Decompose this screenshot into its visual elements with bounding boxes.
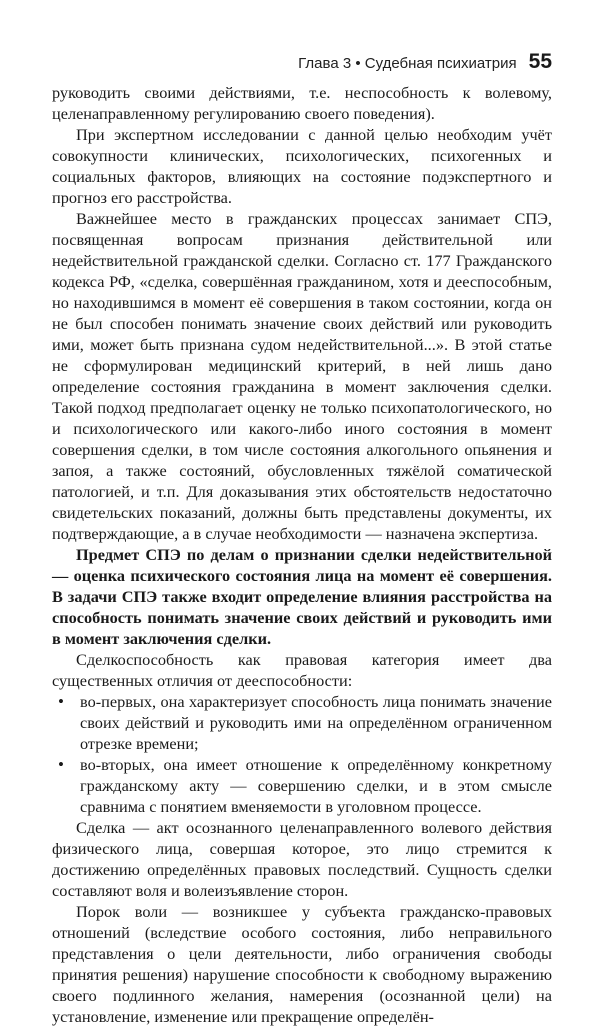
- paragraph-expert-study: При экспертном исследовании с данной целью необходим учёт совокупности клинических, психологических, психогенных и социальных факторов, влияющих на состояние подэкспертного и прогноз его расстройства.: [52, 125, 552, 207]
- page-number: 55: [528, 50, 552, 73]
- paragraph-subject-highlight: Предмет СПЭ по делам о признании сделки недействительной — оценка психического состояния лица на момент её совершения. В задачи СПЭ также входит определение влияния расстройства на способность понимать значение своих действий и руководить ими в момент заключения сделки.: [52, 545, 552, 648]
- paragraph-civil-process: Важнейшее место в гражданских процессах занимает СПЭ, посвященная вопросам признания действительной или недействительной гражданской сделки. Согласно ст. 177 Гражданского кодекса РФ, «сделка, совершённая гражданином, хотя и дееспособным, но находившимся в момент её совершения в таком состоянии, когда он не был способен понимать значение своих действий или руководить ими, может быть признана судом недействительной...». В этой статье не сформулирован медицинский критерий, в ней лишь дано определение состояния гражданина в момент заключения сделки. Такой подход предполагает оценку не только психопатологического, но и психологического или какого-либо иного состояния в момент совершения сделки, в том числе состояния алкогольного опьянения и запоя, а также состояний, обусловленных тяжёлой соматической патологией, и т.п. Для доказывания этих обстоятельств недостаточно свидетельских показаний, должны быть представлены документы, их подтверждающие, а в случае необходимости — назначена экспертиза.: [52, 209, 552, 543]
- paragraph-defect-of-will: Порок воли — возникшее у субъекта гражданско-правовых отношений (вследствие особого состояния, либо неправильного представления о цели деятельности, либо ограничения свободы принятия решения) нарушение способности к свободному выражению своего подлинного желания, намерения (осознанной цели) на установление, изменение или прекращение определён-: [52, 902, 552, 1026]
- differences-list: [52, 691, 552, 817]
- paragraph-transaction-definition: Сделка — акт осознанного целенаправленного волевого действия физического лица, совершая которое, это лицо стремится к достижению определённых правовых последствий. Сущность сделки составляют воля и волеизъявление сторон.: [52, 818, 552, 900]
- page-body: [52, 82, 552, 1027]
- list-item: • во-первых, она характеризует способность лица понимать значение своих действий и руководить ими на определённом ограниченном отрезке времени;: [52, 691, 552, 754]
- paragraph-transaction-capacity: Сделкоспособность как правовая категория имеет два существенных отличия от дееспособности:: [52, 650, 552, 690]
- list-item: • во-вторых, она имеет отношение к определённому конкретному гражданскому акту — совершению сделки, и в этом смысле сравнима с понятием вменяемости в уголовном процессе.: [52, 754, 552, 817]
- running-title: Глава 3 • Судебная психиатрия: [298, 55, 517, 72]
- paragraph-continued: руководить своими действиями, т.е. неспособность к волевому, целенаправленному регулированию своего поведения).: [52, 83, 552, 123]
- running-header: [52, 50, 552, 80]
